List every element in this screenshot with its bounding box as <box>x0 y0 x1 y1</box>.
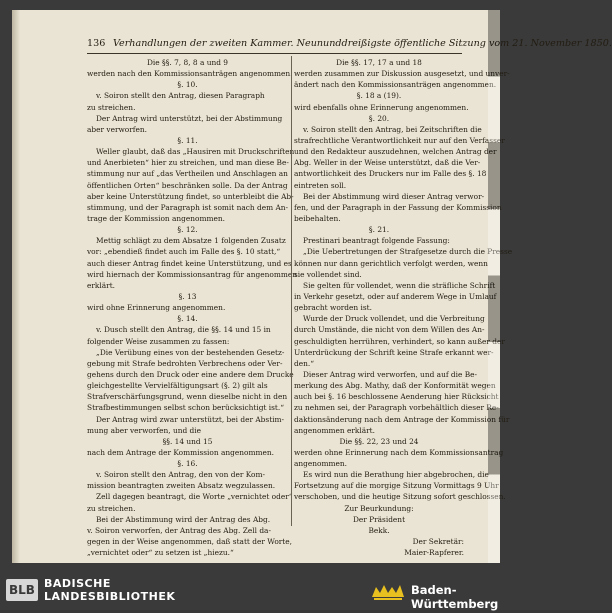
text-line: gebung mit Strafe bedrohten Verbrechens oder Ver- <box>87 358 283 368</box>
baden-wuerttemberg-lion-icon <box>368 581 408 603</box>
text-line: mung aber verworfen, und die <box>87 425 202 435</box>
text-line: Abg. Weller in der Weise unterstützt, daß die Ver- <box>294 158 481 168</box>
left-column <box>87 57 298 558</box>
state-name[interactable]: Baden-Württemberg <box>411 583 499 611</box>
text-line: verschoben, und die heutige Sitzung sofort geschlossen. <box>294 492 506 502</box>
blb-logo[interactable]: BLB <box>6 579 38 601</box>
text-line: §. 10. <box>177 80 198 90</box>
text-line: und den Redakteur auszudehnen, welchen Antrag der <box>294 147 497 157</box>
text-line: nach dem Antrage der Kommission angenommen. <box>87 447 274 457</box>
text-line: gebracht worden ist. <box>294 303 372 313</box>
text-line: können nur dann gerichtlich verfolgt werden, wenn <box>294 258 488 268</box>
text-line: §. 16. <box>177 459 198 469</box>
text-line: erklärt. <box>87 280 116 290</box>
header-rule <box>87 53 462 54</box>
text-line: Zell dagegen beantragt, die Worte „vernichtet oder“ <box>96 492 293 502</box>
text-line: auch bei §. 16 beschlossene Aenderung hier Rücksicht <box>294 392 499 402</box>
text-line: v. Soiron stellt den Antrag, diesen Paragraph <box>96 91 265 101</box>
text-line: zu streichen. <box>87 503 136 513</box>
text-line: Die §§. 22, 23 und 24 <box>339 436 419 446</box>
text-line: Weller glaubt, daß das „Hausiren mit Druckschriften <box>96 147 295 157</box>
text-line: Mettig schlägt zu dem Absatze 1 folgenden Zusatz <box>96 236 286 246</box>
text-line: zu nehmen sei, der Paragraph vorbehältlich dieser Re- <box>294 403 499 413</box>
text-line: aber verworfen. <box>87 124 148 134</box>
text-line: strafrechtliche Verantwortlichkeit nur auf den Verfasser <box>294 135 505 145</box>
page-number: 136 <box>87 38 106 49</box>
text-line: §. 21. <box>368 225 390 235</box>
text-line: „Die Uebertretungen der Strafgesetze durch die Presse <box>303 247 513 257</box>
text-line: öffentlichen Orten“ beschränken solle. Da der Antrag <box>87 180 288 190</box>
text-line: Es wird nun die Berathung hier abgebrochen, die <box>303 470 489 480</box>
text-line: v. Soiron stellt den Antrag, den von der Kom- <box>96 470 266 480</box>
text-line: §. 18 a (19). <box>356 91 402 101</box>
color-scale-strip <box>488 10 500 563</box>
text-line: Bei der Abstimmung wird dieser Antrag verwor- <box>303 191 485 201</box>
text-line: §. 13 <box>178 291 197 301</box>
text-line: stimmung, und der Paragraph ist somit nach dem An- <box>87 202 289 212</box>
text-line: angenommen erklärt. <box>294 425 375 435</box>
text-line: mission beantragten zweiten Absatz wegzulassen. <box>87 481 276 491</box>
text-line: Der Präsident <box>352 514 406 524</box>
text-line: Maier-Rapferer. <box>404 548 464 558</box>
header-title: Verhandlungen der zweiten Kammer. Neununddreißigste öffentliche Sitzung vom 21. November 1850. <box>113 38 612 49</box>
text-line: Bei der Abstimmung wird der Antrag des Abg. <box>96 514 271 524</box>
text-line: daktionsänderung nach dem Antrage der Kommission für <box>294 414 510 424</box>
text-line: Bekk. <box>368 525 390 535</box>
text-line: zu streichen. <box>87 102 136 112</box>
library-name-line1: BADISCHE <box>44 577 111 590</box>
scanned-page <box>12 10 612 563</box>
text-line: sie vollendet sind. <box>294 269 362 279</box>
text-line: werden nach den Kommissionsanträgen angenommen. <box>87 69 293 79</box>
text-line: geschuldigten herrühren, verhindert, so kann außer der <box>294 336 505 346</box>
text-line: „vernichtet oder“ zu setzen ist „hiezu.“ <box>87 548 234 558</box>
text-line: §. 11. <box>177 135 198 145</box>
text-line: trage der Kommission angenommen. <box>87 213 225 223</box>
text-line: v. Soiron stellt den Antrag, bei Zeitschriften die <box>303 124 482 134</box>
text-line: v. Soiron verworfen, der Antrag des Abg. Zell da- <box>87 525 271 535</box>
library-name[interactable] <box>44 577 175 603</box>
text-line: in Verkehr gesetzt, oder auf anderem Wege in Umlauf <box>294 291 497 301</box>
right-column <box>294 57 513 558</box>
text-line: wird hiernach der Kommissionsantrag für angenommen <box>87 269 298 279</box>
text-line: antwortlichkeit des Druckers nur im Falle des §. 18 <box>294 169 487 179</box>
text-line: gehens durch den Druck oder eine andere dem Drucke <box>87 369 294 379</box>
text-line: wird ohne Erinnerung angenommen. <box>87 303 226 313</box>
text-line: v. Dusch stellt den Antrag, die §§. 14 und 15 in <box>96 325 271 335</box>
text-line: Zur Beurkundung: <box>344 503 414 513</box>
text-line: gegen in der Weise angenommen, daß statt der Worte, <box>87 537 292 547</box>
text-line: angenommen. <box>294 459 347 469</box>
text-line: beibehalten. <box>294 213 341 223</box>
text-line: §. 20. <box>368 113 390 123</box>
text-line: werden ohne Erinnerung nach dem Kommissionsantrag <box>294 447 504 457</box>
text-line: Der Antrag wird unterstützt, bei der Abstimmung <box>96 113 283 123</box>
text-line: Unterdrückung der Schrift keine Strafe erkannt wer- <box>294 347 494 357</box>
text-line: Dieser Antrag wird verworfen, und auf die Be- <box>303 369 478 379</box>
text-line: Die §§. 17, 17 a und 18 <box>336 58 422 67</box>
text-line: eintreten soll. <box>294 180 347 190</box>
text-line: stimmung nur auf „das Vertheilen und Anschlagen an <box>87 169 288 179</box>
text-line: Prestinari beantragt folgende Fassung: <box>303 236 450 246</box>
page-binding-shadow <box>12 10 20 563</box>
text-line: merkung des Abg. Mathy, daß der Konformität wegen <box>294 381 496 391</box>
text-line: und Anerbieten“ hier zu streichen, und man diese Be- <box>87 158 289 168</box>
library-name-line2: LANDESBIBLIOTHEK <box>44 590 176 603</box>
text-line: Die §§. 7, 8, 8 a und 9 <box>146 58 228 67</box>
viewer-footer-bar <box>0 563 504 613</box>
text-line: Fortsetzung auf die morgige Sitzung Vormittags 9 Uhr <box>294 481 499 491</box>
text-line: werden zusammen zur Diskussion ausgesetzt, und unver- <box>294 69 510 79</box>
text-line: vor: „ebendieß findet auch im Falle des §. 10 statt,“ <box>87 247 281 257</box>
text-line: Der Sekretär: <box>412 537 464 547</box>
text-line: Strafbestimmungen selbst schon berücksichtigt ist.“ <box>87 403 285 413</box>
text-line: gleichgestellte Vervielfältigungsart (§. 2) gilt als <box>87 381 268 391</box>
text-line: fen, und der Paragraph in der Fassung der Kommission <box>294 202 502 212</box>
text-line: §. 12. <box>177 225 198 235</box>
column-divider <box>291 56 292 526</box>
text-line: durch Umstände, die nicht von dem Willen des An- <box>294 325 485 335</box>
text-line: folgender Weise zusammen zu fassen: <box>87 336 230 346</box>
text-line: Der Antrag wird zwar unterstützt, bei der Abstim- <box>96 414 285 424</box>
text-line: §§. 14 und 15 <box>162 436 213 446</box>
text-line: auch dieser Antrag findet keine Unterstützung, und es <box>87 258 292 268</box>
text-line: §. 14. <box>177 314 198 324</box>
text-line: wird ebenfalls ohne Erinnerung angenommen. <box>294 102 469 112</box>
text-line: Sie gelten für vollendet, wenn die sträfliche Schrift <box>303 280 496 290</box>
text-line: aber keine Unterstützung findet, so unterbleibt die Ab- <box>87 191 294 201</box>
running-header <box>87 38 612 52</box>
text-line: Strafverschärfungsgrund, wenn dieselbe nicht in den <box>87 392 288 402</box>
text-line: Wurde der Druck vollendet, und die Verbreitung <box>303 314 485 324</box>
text-line: den.“ <box>294 358 314 368</box>
text-line: ändert nach den Kommissionsanträgen angenommen. <box>294 80 497 90</box>
text-line: „Die Verübung eines von der bestehenden Gesetz- <box>96 347 285 357</box>
